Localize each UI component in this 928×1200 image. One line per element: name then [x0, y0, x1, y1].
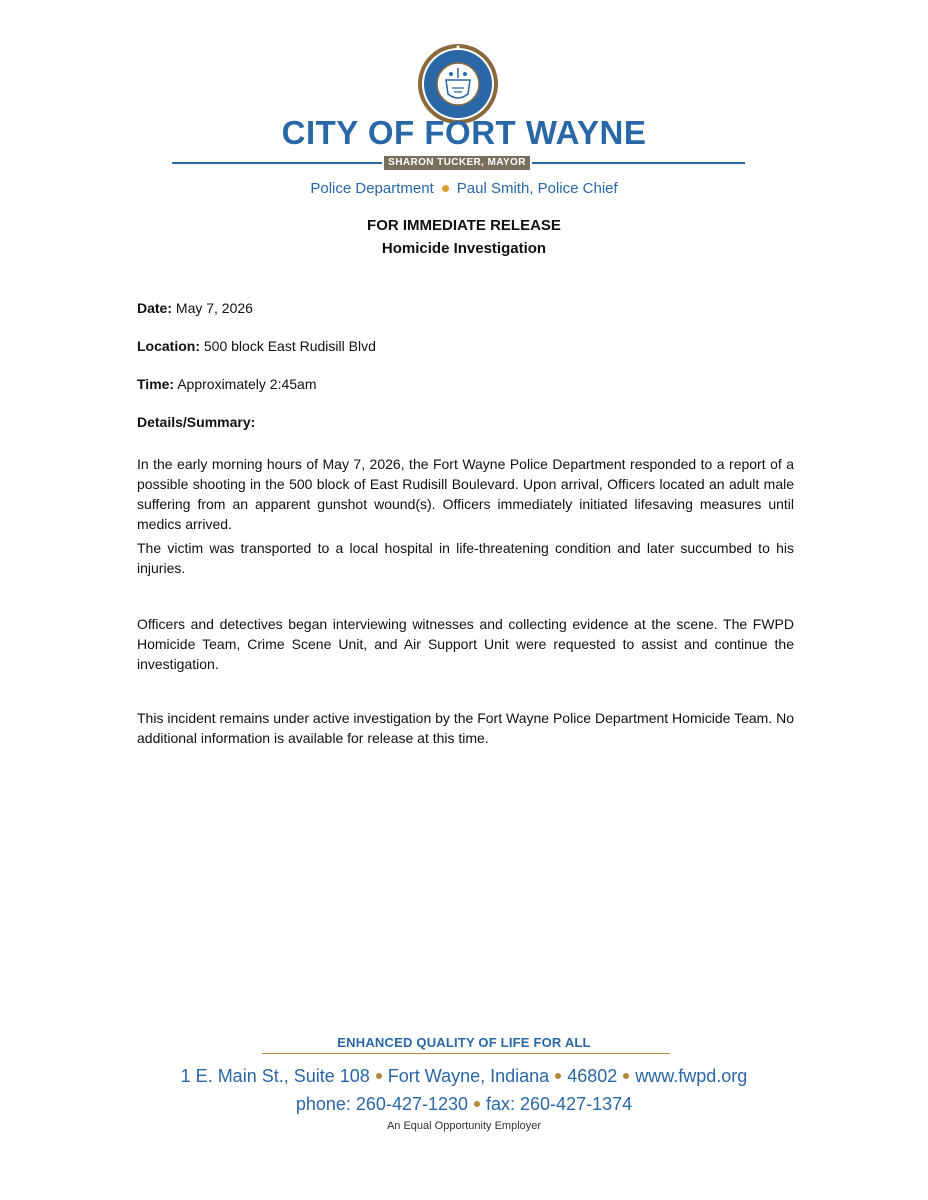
header-rule-left [172, 162, 382, 164]
footer-rule [262, 1053, 670, 1054]
location-field [137, 336, 794, 356]
footer-contact [0, 1094, 928, 1115]
footer-address [0, 1066, 928, 1087]
time-label: Time: [137, 376, 175, 392]
location-label: Location: [137, 338, 200, 354]
police-chief: Paul Smith, Police Chief [456, 180, 618, 197]
time-field [137, 374, 794, 394]
paragraph-4: This incident remains under active investigation by the Fort Wayne Police Department Homicide Team. No additional information is available for release at this time. [137, 710, 794, 746]
date-value: May 7, 2026 [172, 300, 253, 316]
bullet-dot-icon [555, 1073, 561, 1079]
details-label: Details/Summary: [137, 414, 256, 430]
footer-street: 1 E. Main St., Suite 108 [180, 1066, 370, 1086]
city-name: CITY OF FORT WAYNE [281, 114, 647, 151]
mayor-band: SHARON TUCKER, MAYOR [384, 156, 530, 170]
letterhead [0, 0, 928, 210]
release-heading [0, 214, 928, 260]
date-label: Date: [137, 300, 173, 316]
bullet-dot-icon [623, 1073, 629, 1079]
paragraph-2: The victim was transported to a local hospital in life-threatening condition and later succumbed to his injuries. [137, 540, 794, 576]
details-field [137, 412, 794, 432]
paragraph-1: In the early morning hours of May 7, 2026, the Fort Wayne Police Department responded to a report of a possible shooting in the 500 block of East Rudisill Boulevard. Upon arrival, Officers located an adult male suffering from an apparent gunshot wound(s). Officers immediately initiated lifesaving measures until medics arrived. [137, 456, 794, 532]
footer-phone: phone: 260-427-1230 [295, 1094, 469, 1114]
release-body [137, 298, 794, 748]
footer-zip: 46802 [567, 1066, 618, 1086]
footer-city: Fort Wayne, Indiana [387, 1066, 550, 1086]
department-name: Police Department [310, 180, 434, 197]
footer-website[interactable]: www.fwpd.org [635, 1066, 748, 1086]
paragraph-3: Officers and detectives began interviewing witnesses and collecting evidence at the scene. The FWPD Homicide Team, Crime Scene Unit, and Air Support Unit were requested to assist and continue the investigation. [137, 616, 794, 672]
footer [0, 1032, 928, 1172]
time-value: Approximately 2:45am [174, 376, 317, 392]
release-label: FOR IMMEDIATE RELEASE [367, 217, 561, 234]
date-field [137, 298, 794, 318]
footer-eoe: An Equal Opportunity Employer [386, 1120, 542, 1132]
bullet-dot-icon [474, 1101, 480, 1107]
bullet-dot-icon [442, 185, 449, 192]
release-subject: Homicide Investigation [381, 240, 547, 257]
footer-tagline: ENHANCED QUALITY OF LIFE FOR ALL [337, 1035, 591, 1050]
location-value: 500 block East Rudisill Blvd [200, 338, 376, 354]
department-line [0, 180, 928, 197]
header-rule-right [532, 162, 745, 164]
footer-fax: fax: 260-427-1374 [486, 1094, 633, 1114]
bullet-dot-icon [376, 1073, 382, 1079]
